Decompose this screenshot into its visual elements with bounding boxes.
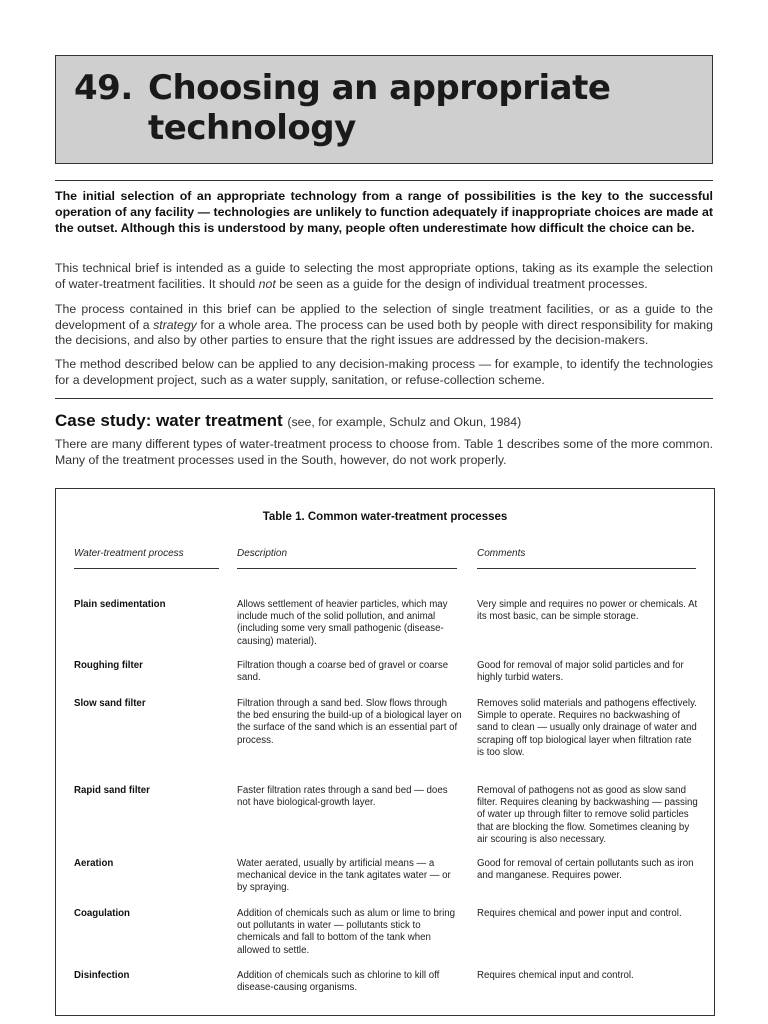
- intro-paragraph-3: The method described below can be applied to any decision-making process — for example, to identify the technologies for a development project, such as a water supply, sanitation, or refuse-collection scheme.: [55, 357, 713, 387]
- intro-paragraph-2: The process contained in this brief can be applied to the selection of single treatment facilities, or as a guide to the development of a strategy for a whole area. The process can be used both by people with direct responsibility for making the decisions, and also by other parties to ensure that the right issues are addressed by the decision-makers.: [55, 302, 713, 348]
- column-header-process: Water-treatment process: [74, 548, 219, 569]
- case-study-text: There are many different types of water-treatment process to choose from. Table 1 describes some of the more common. Many of the treatment processes used in the South, however, do not work properly.: [55, 437, 713, 467]
- divider-top: [55, 180, 713, 181]
- lead-paragraph: The initial selection of an appropriate technology from a range of possibilities is the key to the successful operation of any facility — technologies are unlikely to function adequately if inappropriate choices are made at the outset. Although this is understood by many, people often underestimate how difficult the choice can be.: [55, 189, 713, 235]
- case-study-citation: (see, for example, Schulz and Okun, 1984): [287, 415, 522, 429]
- column-header-description: Description: [237, 548, 457, 569]
- table-caption: Table 1. Common water-treatment processes: [262, 511, 508, 523]
- intro-paragraph-1: This technical brief is intended as a guide to selecting the most appropriate options, taking as its example the selection of water-treatment facilities. It should not be seen as a guide for the design of individual treatment processes.: [55, 261, 713, 291]
- title-banner: [55, 55, 713, 164]
- treatment-table: Table 1. Common water-treatment processes Water-treatment process Description Comments Plain sedimentation Allows settlement of heavier particles, which may include much of the solid pollution, and animal (including some very small pathogenic (disease-causing) material). Very simple and requires no power or chemicals. At its most basic, can be simple storage. Roughing filter Filtration though a coarse bed of gravel or coarse sand. Good for removal of major solid particles and for highly turbid waters. Slow sand filter Filtration through a sand bed. Slow flows through the bed ensuring the build-up of a biological layer on the surface of the sand which is an essential part of process. Removes solid materials and pathogens effectively. Simple to operate. Requires no backwashing of sand to clean — usually only drainage of water and scraping off top biological layer when filtration rate is too slow. Rapid sand filter Faster filtration rates through a sand bed — does not have biological-growth layer. Removal of pathogens not as good as slow sand filter. Requires cleaning by backwashing — passing of water up through filter to remove solid particles that are blocking the flow. Sometimes cleaning by air scouring is also necessary. Aeration Water aerated, usually by artificial means — a mechanical device in the tank agitates water — or by spraying. Good for removal of certain pollutants such as iron and manganese. Requires power. Coagulation Addition of chemicals such as alum or lime to bring out pollutants in water — pollutants stick to chemicals and fall to bottom of the tank when allowed to settle. Requires chemical and power input and control. Disinfection Addition of chemicals such as chlorine to kill off disease-causing organisms. Requires chemical input and control.: [55, 488, 715, 1016]
- divider-middle: [55, 398, 713, 399]
- brief-number: 49.: [74, 68, 133, 108]
- case-study-heading: Case study: water treatment (see, for example, Schulz and Okun, 1984): [55, 411, 522, 430]
- page-title: Choosing an appropriate technology: [148, 68, 611, 148]
- column-header-comments: Comments: [477, 548, 696, 569]
